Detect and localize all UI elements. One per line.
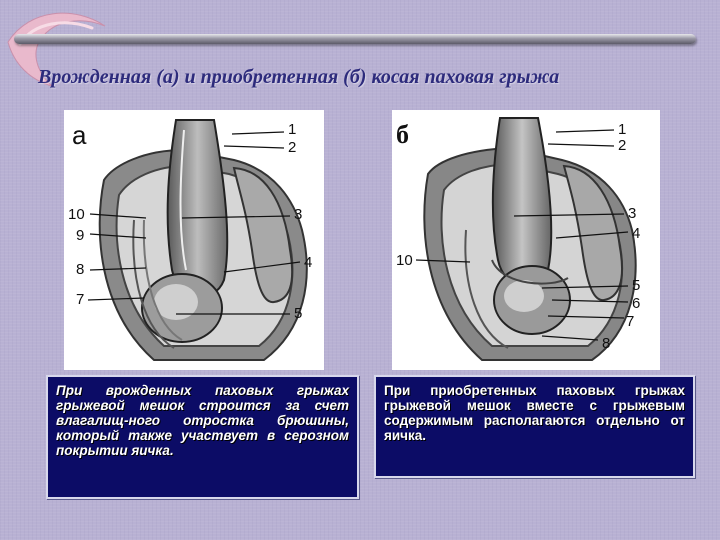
figure-a-label-3: 3 [294,206,303,223]
figure-a-label-1: 1 [288,121,297,138]
acquired-hernia-caption [374,375,695,478]
figure-a-label-7: 7 [76,291,85,308]
figure-b-label-8: 8 [602,335,611,352]
figure-b-label-2: 2 [618,137,627,154]
figure-a-illustration [64,110,324,370]
figure-a-congenital-hernia [64,110,324,370]
header-divider-bar [14,34,696,44]
figure-a-label-2: 2 [288,139,297,156]
congenital-hernia-caption [46,375,359,499]
acquired-hernia-caption-text: При приобретенных паховых грыжах грыжевой мешок вместе с грыжевым содержимым располагаются отдельно от яичка. [384,383,685,443]
figure-b-label-3: 3 [628,205,637,222]
figure-b-label-7: 7 [626,313,635,330]
figure-b-label-6: 6 [632,295,641,312]
figure-b-label-1: 1 [618,121,627,138]
figure-a-label-4: 4 [304,254,313,271]
figure-b-label-10: 10 [396,252,413,269]
congenital-hernia-caption-text: При врожденных паховых грыжах грыжевой мешок строится за счет влагалищ-ного отростка брюшины, который также участвует в серозном покрытии яичка. [56,383,349,458]
slide-title: Врожденная (а) и приобретенная (б) косая паховая грыжа [38,66,560,88]
figure-a-label-8: 8 [76,261,85,278]
figure-b-label-5: 5 [632,277,641,294]
figure-a-label-10: 10 [68,206,85,223]
figure-b-letter: б [396,120,409,149]
figure-b-label-4: 4 [632,225,641,242]
figure-b-acquired-hernia [392,110,660,370]
figure-a-letter: а [72,120,87,150]
figure-a-label-5: 5 [294,305,303,322]
figure-a-label-9: 9 [76,227,85,244]
